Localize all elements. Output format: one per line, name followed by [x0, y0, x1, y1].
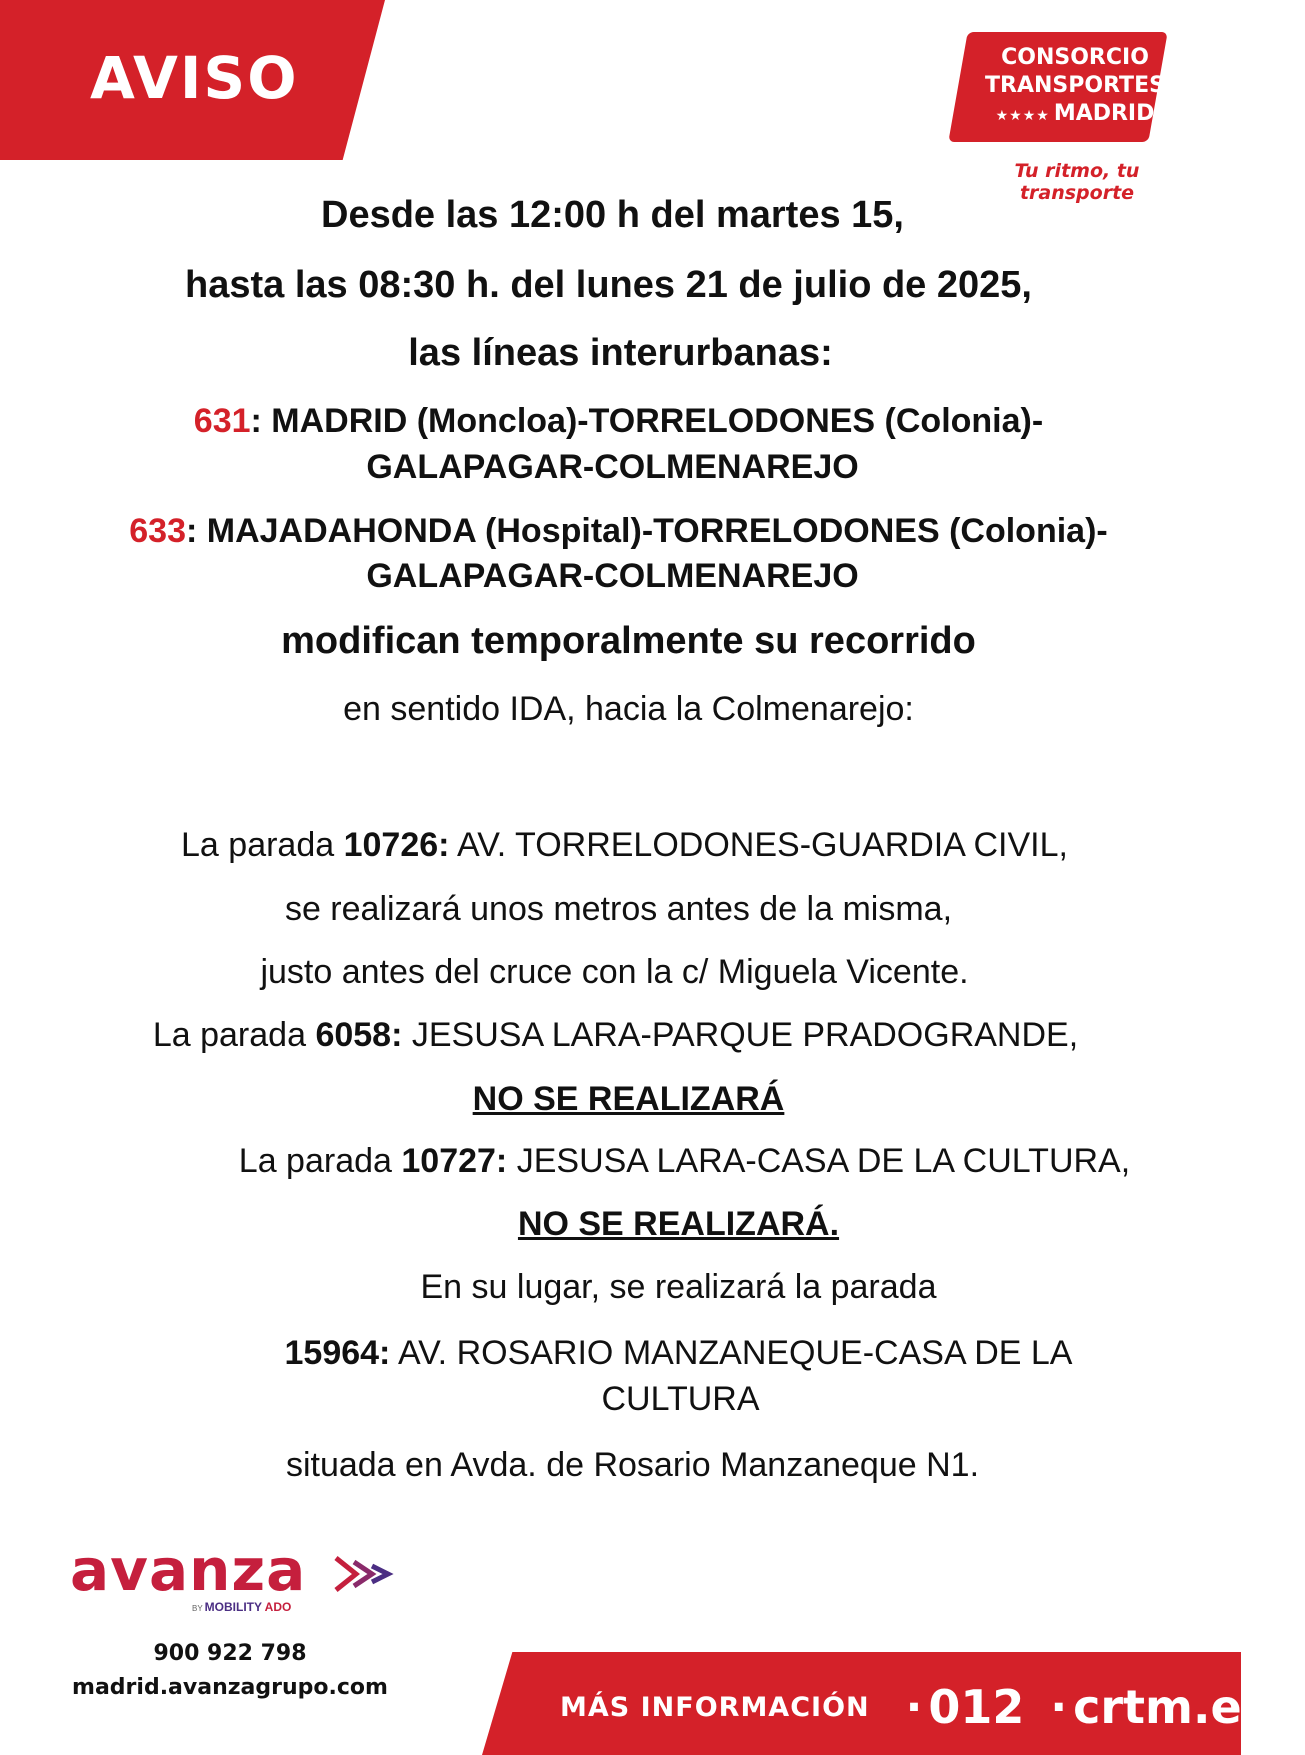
dot-separator: ·	[905, 1681, 923, 1733]
stop-code: 10727:	[401, 1142, 508, 1180]
consorcio-line1: CONSORCIO	[1001, 45, 1149, 70]
route-number: 631	[193, 402, 251, 440]
stop-10726-note2: justo antes del cruce con la c/ Miguela Vicente.	[260, 953, 969, 991]
stop-name: JESUSA LARA-PARQUE PRADOGRANDE,	[402, 1016, 1079, 1054]
slogan: Tu ritmo, tu transporte	[1014, 160, 1140, 204]
route-631-line2: GALAPAGAR-COLMENAREJO	[366, 448, 859, 486]
route-desc: : MAJADAHONDA (Hospital)-TORRELODONES (Colonia)-	[185, 512, 1108, 550]
stop-6058: La parada 6058: JESUSA LARA-PARQUE PRADOGRANDE,	[152, 1016, 1079, 1054]
replacement-stop	[58, 1334, 1299, 1373]
change-title: modifican temporalmente su recorrido	[281, 620, 976, 662]
more-info	[560, 1672, 1295, 1742]
stop-6058-status: NO SE REALIZARÁ	[472, 1080, 785, 1118]
info-website: crtm.es	[1073, 1680, 1270, 1734]
route-633	[0, 512, 1239, 551]
info-phone: 012	[928, 1680, 1025, 1734]
stop-10726: La parada 10726: AV. TORRELODONES-GUARDIA CIVIL,	[181, 826, 1068, 864]
avanza-wordmark: avanza	[70, 1536, 307, 1604]
avanza-website: madrid.avanzagrupo.com	[72, 1675, 388, 1700]
intro-line2: hasta las 08:30 h. del lunes 21 de julio de 2025,	[185, 264, 1032, 306]
stop-10726-note1: se realizará unos metros antes de la misma,	[284, 890, 953, 928]
stop-code: 10726:	[343, 826, 450, 864]
consorcio-line3: MADRID	[1053, 101, 1155, 126]
replacement-stop-line2: CULTURA	[601, 1380, 760, 1418]
stop-name: JESUSA LARA-CASA DE LA CULTURA,	[507, 1142, 1131, 1180]
avanza-phone-number: 900 922 798	[153, 1641, 307, 1666]
route-631	[0, 402, 1239, 441]
stop-10727-status: NO SE REALIZARÁ.	[517, 1205, 840, 1243]
intro-line1: Desde las 12:00 h del martes 15,	[321, 194, 904, 236]
replacement-location: situada en Avda. de Rosario Manzaneque N1.	[285, 1446, 980, 1484]
avanza-tagline: BY MOBILITY ADO	[192, 1600, 292, 1614]
stop-10727: La parada 10727: JESUSA LARA-CASA DE LA CULTURA,	[238, 1142, 1131, 1180]
stop-code: 15964:	[284, 1334, 391, 1372]
route-633-line2: GALAPAGAR-COLMENAREJO	[366, 557, 859, 595]
replacement-intro: En su lugar, se realizará la parada	[420, 1268, 937, 1306]
stars-icon: ★★★★	[995, 108, 1050, 124]
change-direction: en sentido IDA, hacia la Colmenarejo:	[343, 690, 914, 728]
stop-name: AV. ROSARIO MANZANEQUE-CASA DE LA	[390, 1334, 1073, 1372]
route-number: 633	[129, 512, 186, 550]
dot-separator: ·	[1050, 1681, 1068, 1733]
stop-code: 6058:	[315, 1016, 403, 1054]
more-info-label: MÁS INFORMACIÓN	[560, 1691, 870, 1723]
stop-name: AV. TORRELODONES-GUARDIA CIVIL,	[449, 826, 1068, 864]
route-desc: : MADRID (Moncloa)-TORRELODONES (Colonia)-	[250, 402, 1044, 440]
aviso-label: AVISO	[90, 44, 299, 112]
avanza-chevrons-icon	[332, 1554, 396, 1594]
intro-line3: las líneas interurbanas:	[408, 332, 833, 374]
consorcio-logo-text	[975, 44, 1175, 130]
avanza-logo	[70, 1536, 400, 1614]
avanza-contact	[70, 1637, 390, 1705]
consorcio-line2: TRANSPORTES	[985, 73, 1165, 98]
